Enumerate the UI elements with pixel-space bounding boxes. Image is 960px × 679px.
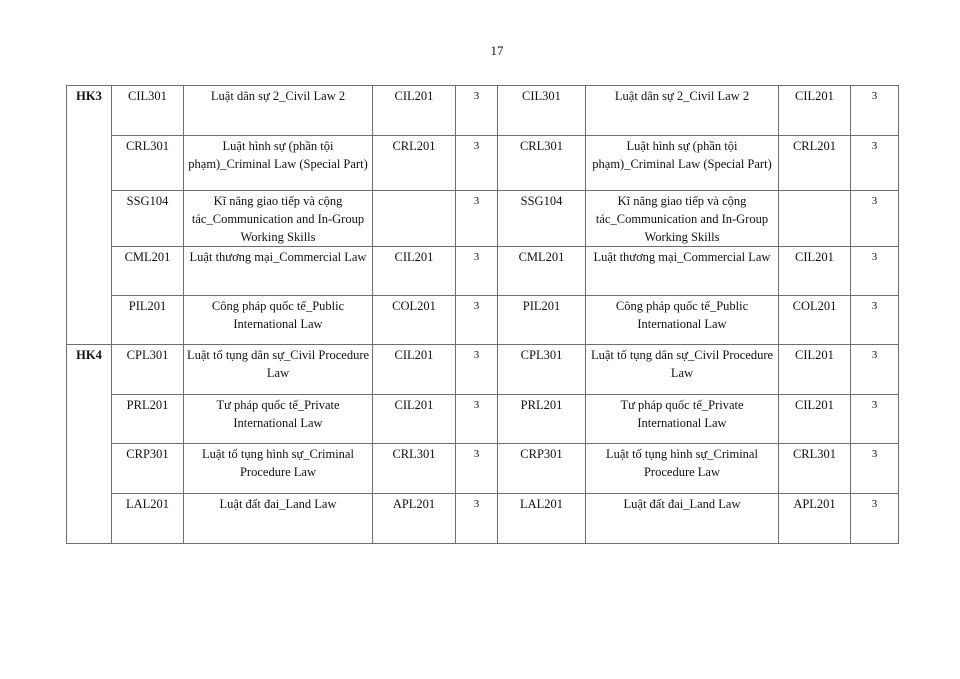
course-name-cell: Luật thương mại_Commercial Law [586,247,779,296]
course-code-cell: CRL301 [112,136,184,191]
course-code-cell: PIL201 [112,296,184,345]
prerequisite-cell: CIL201 [779,86,851,136]
curriculum-table [66,85,899,544]
course-name-cell: Luật dân sự 2_Civil Law 2 [184,86,373,136]
course-name-cell: Công pháp quốc tế_Public International Law [184,296,373,345]
course-name-cell: Luật đất đai_Land Law [586,494,779,544]
course-name-cell: Kĩ năng giao tiếp và cộng tác_Communication and In-Group Working Skills [184,191,373,247]
course-code-cell: LAL201 [498,494,586,544]
course-name-cell: Công pháp quốc tế_Public International Law [586,296,779,345]
prerequisite-cell: CIL201 [779,247,851,296]
credits-cell: 3 [851,494,899,544]
course-code-cell: CML201 [112,247,184,296]
term-cell [67,444,112,494]
table-row [67,395,899,444]
course-code-cell: PRL201 [112,395,184,444]
course-name-cell: Luật hình sự (phần tội phạm)_Criminal Law (Special Part) [184,136,373,191]
page-number: 17 [490,43,504,58]
course-name-cell: Tư pháp quốc tế_Private International Law [184,395,373,444]
prerequisite-cell: CIL201 [373,345,456,395]
credits-cell: 3 [851,444,899,494]
prerequisite-cell: CRL201 [779,136,851,191]
credits-cell: 3 [456,345,498,395]
course-name-cell: Luật thương mại_Commercial Law [184,247,373,296]
term-cell: HK4 [67,345,112,395]
table-row [67,247,899,296]
table-row [67,136,899,191]
table-row [67,296,899,345]
prerequisite-cell: APL201 [373,494,456,544]
prerequisite-cell: CIL201 [373,247,456,296]
credits-cell: 3 [456,444,498,494]
course-code-cell: CRL301 [498,136,586,191]
course-code-cell: LAL201 [112,494,184,544]
course-name-cell: Luật tố tụng dân sự_Civil Procedure Law [184,345,373,395]
credits-cell: 3 [851,191,899,247]
course-code-cell: PIL201 [498,296,586,345]
course-code-cell: CPL301 [498,345,586,395]
prerequisite-cell [373,191,456,247]
prerequisite-cell: CIL201 [373,395,456,444]
course-code-cell: SSG104 [112,191,184,247]
term-cell [67,191,112,247]
prerequisite-cell: APL201 [779,494,851,544]
term-cell [67,296,112,345]
credits-cell: 3 [456,191,498,247]
course-name-cell: Luật tố tụng dân sự_Civil Procedure Law [586,345,779,395]
term-cell [67,136,112,191]
course-code-cell: CRP301 [112,444,184,494]
credits-cell: 3 [456,247,498,296]
course-code-cell: CRP301 [498,444,586,494]
table-row [67,191,899,247]
course-code-cell: CIL301 [498,86,586,136]
course-name-cell: Tư pháp quốc tế_Private International Law [586,395,779,444]
credits-cell: 3 [851,86,899,136]
credits-cell: 3 [456,494,498,544]
credits-cell: 3 [851,247,899,296]
credits-cell: 3 [851,136,899,191]
prerequisite-cell: CIL201 [373,86,456,136]
prerequisite-cell: COL201 [779,296,851,345]
credits-cell: 3 [851,296,899,345]
credits-cell: 3 [456,395,498,444]
prerequisite-cell [779,191,851,247]
course-code-cell: CPL301 [112,345,184,395]
table-row [67,86,899,136]
term-cell [67,494,112,544]
table-row [67,345,899,395]
course-code-cell: CIL301 [112,86,184,136]
course-code-cell: PRL201 [498,395,586,444]
course-code-cell: SSG104 [498,191,586,247]
course-name-cell: Luật tố tụng hình sự_Criminal Procedure Law [184,444,373,494]
prerequisite-cell: COL201 [373,296,456,345]
term-cell [67,247,112,296]
credits-cell: 3 [851,395,899,444]
credits-cell: 3 [456,296,498,345]
table-row [67,494,899,544]
prerequisite-cell: CIL201 [779,345,851,395]
prerequisite-cell: CRL301 [779,444,851,494]
course-name-cell: Luật đất đai_Land Law [184,494,373,544]
term-cell [67,395,112,444]
course-code-cell: CML201 [498,247,586,296]
prerequisite-cell: CRL201 [373,136,456,191]
course-name-cell: Luật dân sự 2_Civil Law 2 [586,86,779,136]
course-name-cell: Kĩ năng giao tiếp và cộng tác_Communication and In-Group Working Skills [586,191,779,247]
credits-cell: 3 [456,86,498,136]
term-cell: HK3 [67,86,112,136]
prerequisite-cell: CRL301 [373,444,456,494]
table-row [67,444,899,494]
prerequisite-cell: CIL201 [779,395,851,444]
course-name-cell: Luật tố tụng hình sự_Criminal Procedure Law [586,444,779,494]
course-name-cell: Luật hình sự (phần tội phạm)_Criminal Law (Special Part) [586,136,779,191]
credits-cell: 3 [456,136,498,191]
credits-cell: 3 [851,345,899,395]
